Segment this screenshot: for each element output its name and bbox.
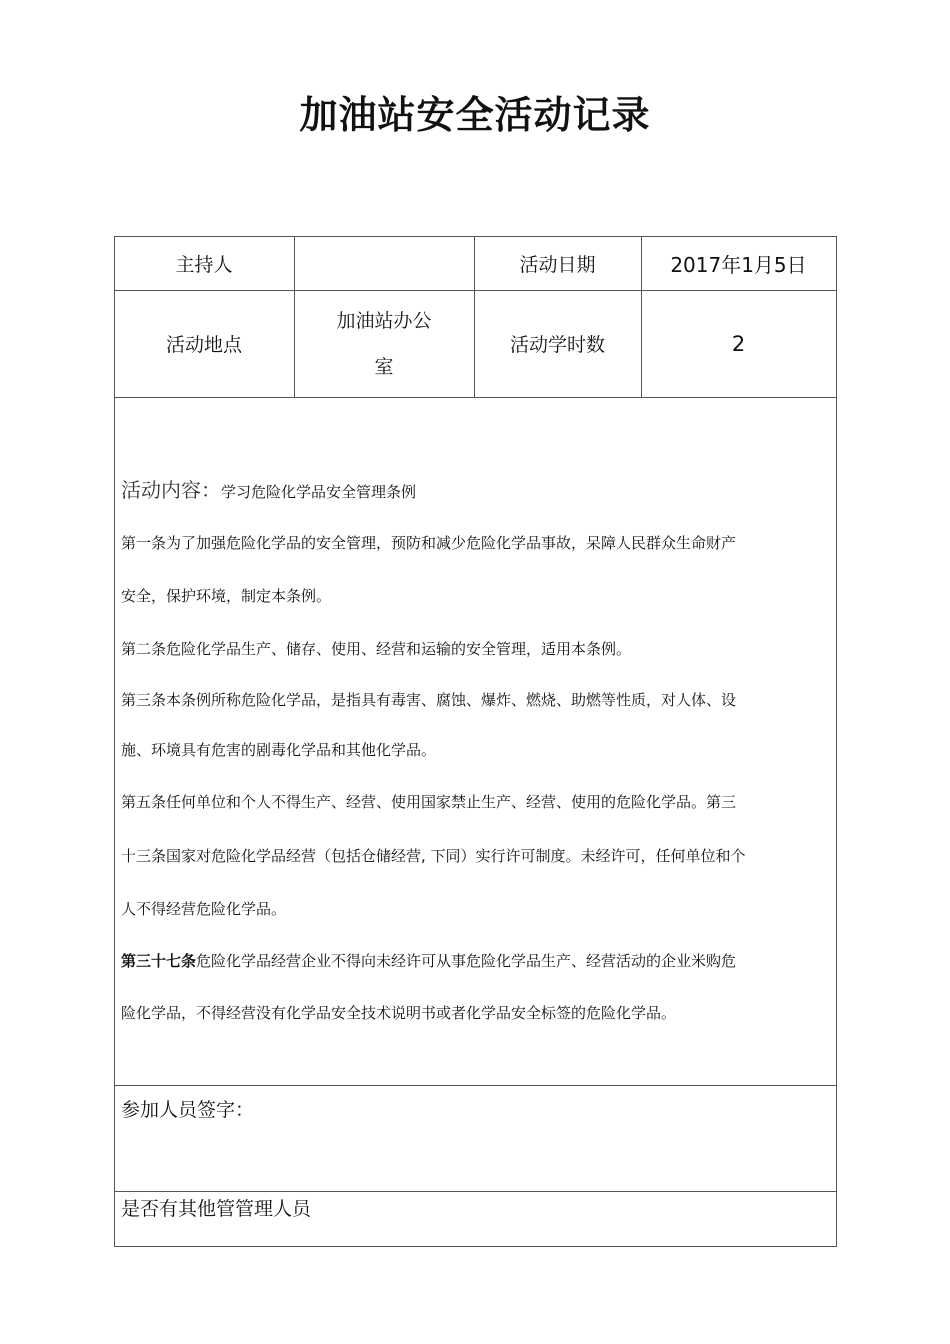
content-line: 人不得经营危险化学品。 bbox=[121, 900, 287, 918]
content-heading-label: 活动内容： bbox=[121, 478, 221, 502]
article-37-number: 第三十七条 bbox=[121, 952, 197, 970]
content-line: 第三条本条例所称危险化学品，是指具有毒害、腐蚀、爆炸、燃烧、助燃等性质，对人体、设 bbox=[121, 691, 737, 709]
row-divider-4 bbox=[114, 1191, 837, 1192]
location-value bbox=[294, 290, 474, 397]
date-label: 活动日期 bbox=[519, 253, 596, 276]
content-line: 第二条危险化学品生产、储存、使用、经营和运输的安全管理，适用本条例。 bbox=[121, 640, 632, 658]
table-border-right bbox=[836, 236, 837, 1247]
content-line: 第五条任何单位和个人不得生产、经营、使用国家禁止生产、经营、使用的危险化学品。第三 bbox=[121, 793, 737, 811]
location-label: 活动地点 bbox=[165, 334, 242, 356]
content-heading bbox=[121, 474, 416, 503]
article-37-text: 危险化学品经营企业不得向未经许可从事危险化学品生产、经营活动的企业米购危 bbox=[196, 952, 737, 970]
content-line: 施、环境具有危害的剧毒化学品和其他化学品。 bbox=[121, 741, 437, 759]
signature-label: 参加人员签字： bbox=[121, 1099, 255, 1121]
row-divider-2 bbox=[114, 397, 837, 398]
row-divider-3 bbox=[114, 1085, 837, 1086]
table-border-bottom bbox=[114, 1246, 837, 1247]
location-value-line1: 加油站办公 bbox=[336, 309, 432, 332]
host-value bbox=[294, 236, 474, 290]
content-line: 第一条为了加强危险化学品的安全管理，预防和减少危险化学品事故，呆障人民群众生命财产 bbox=[121, 534, 737, 552]
page-title: 加油站安全活动记录 bbox=[299, 93, 651, 137]
content-line: 十三条国家对危险化学品经营（包括仓储经营, 下同）实行许可制度。未经许可，任何单位和个 bbox=[121, 847, 746, 865]
article-37-line1 bbox=[121, 950, 736, 971]
content-heading-topic: 学习危险化学品安全管理条例 bbox=[221, 483, 417, 501]
hours-label: 活动学时数 bbox=[509, 334, 605, 356]
hours-value: 2 bbox=[731, 331, 746, 356]
article-37-line2: 险化学品，不得经营没有化学品安全技术说明书或者化学品安全标签的危险化学品。 bbox=[121, 1004, 677, 1022]
location-value-line2: 室 bbox=[374, 355, 394, 378]
host-label: 主持人 bbox=[175, 253, 233, 276]
content-line: 安全，保护环境，制定本条例。 bbox=[121, 587, 332, 605]
date-value: 2017年1月5日 bbox=[670, 252, 807, 277]
other-managers-label: 是否有其他管管理人员 bbox=[121, 1198, 312, 1220]
